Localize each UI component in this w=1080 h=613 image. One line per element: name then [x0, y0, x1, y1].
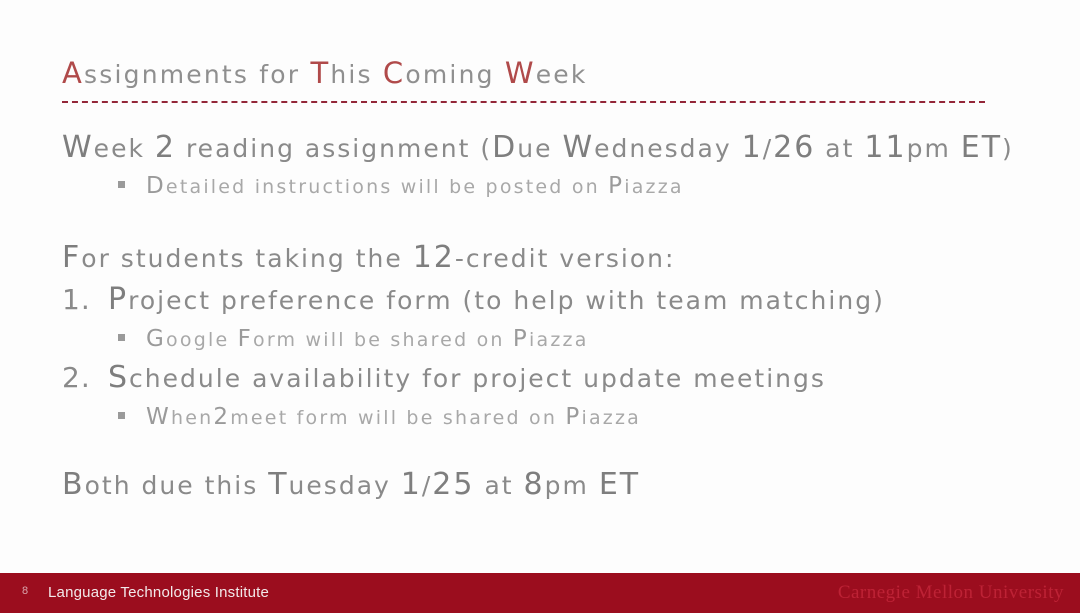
bullet-both-due: Both due this Tuesday 1/25 at 8pm ET	[62, 467, 641, 502]
numbered-item-label: Schedule availability for project update meetings	[108, 360, 826, 395]
footer-bar	[0, 573, 1080, 613]
item-number: 1.	[62, 283, 91, 316]
title-segment: W	[504, 56, 536, 90]
sub-bullet-week2-detail	[62, 169, 1022, 204]
bullet-week2-reading: Week 2 reading assignment (Due Wednesday 1/26 at 11pm ET)	[62, 130, 1014, 165]
title-segment: T	[310, 56, 331, 90]
numbered-item-label: Project preference form (to help with team matching)	[108, 282, 885, 317]
item-number: 2.	[62, 361, 91, 394]
sub-bullet-label: When2meet form will be shared on Piazza	[146, 404, 641, 430]
square-bullet-icon	[118, 181, 125, 188]
sub-bullet-item-1-detail	[62, 322, 1022, 357]
title-segment: A	[62, 56, 85, 90]
sub-bullet-label: Detailed instructions will be posted on Piazza	[146, 173, 684, 199]
title-block	[62, 56, 987, 103]
square-bullet-icon	[118, 334, 125, 341]
numbered-item-1	[62, 279, 1022, 322]
slide-body	[62, 128, 1022, 506]
title-segment: his	[330, 60, 383, 89]
spacer	[62, 204, 1022, 238]
page-number: 8	[22, 585, 29, 597]
footer-university: Carnegie Mellon University	[837, 582, 1064, 603]
footer-organization: Language Technologies Institute	[48, 584, 270, 601]
heading-twelve-credit: For students taking the 12-credit version:	[62, 240, 676, 275]
title-divider	[62, 101, 985, 103]
page-title	[62, 56, 987, 90]
spacer	[62, 435, 1022, 465]
sub-bullet-label: Google Form will be shared on Piazza	[146, 326, 589, 352]
title-segment: oming	[405, 60, 505, 89]
title-segment: ssignments for	[84, 60, 311, 89]
title-segment: eek	[535, 60, 588, 89]
title-segment: C	[382, 56, 406, 90]
numbered-item-2	[62, 357, 1022, 400]
square-bullet-icon	[118, 412, 125, 419]
sub-bullet-item-2-detail	[62, 400, 1022, 435]
